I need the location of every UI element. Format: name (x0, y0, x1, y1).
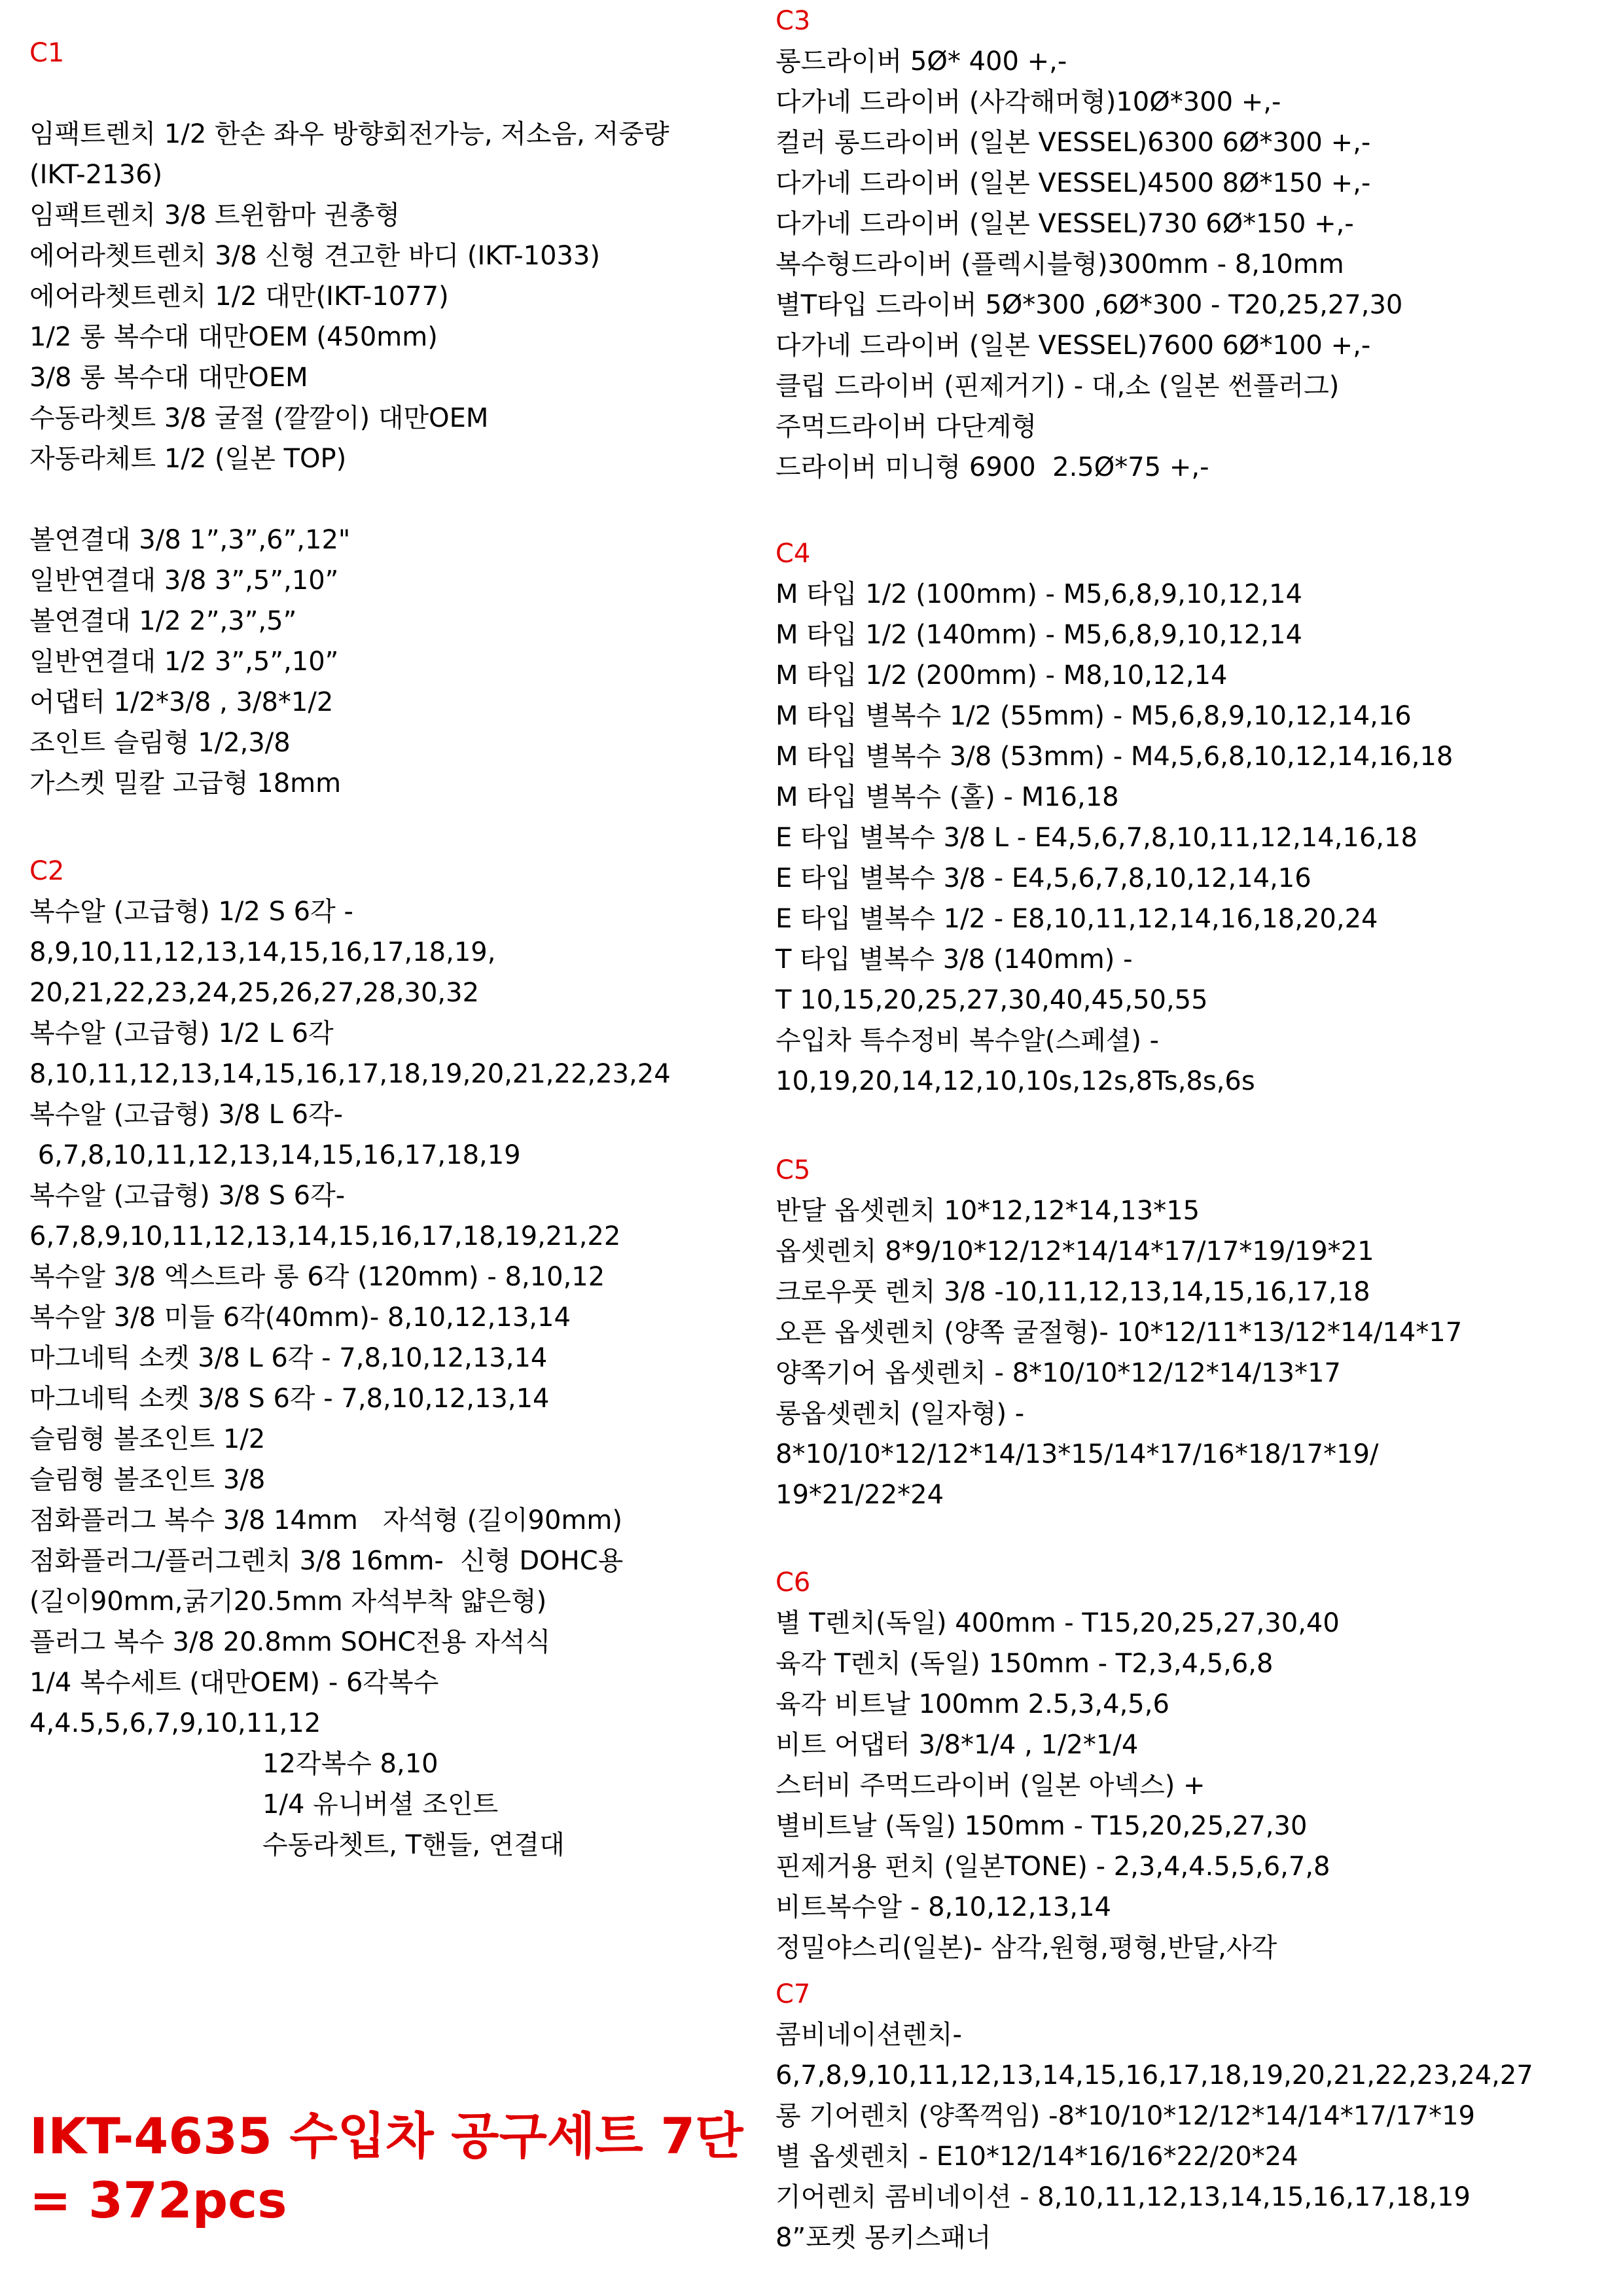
item-line: (IKT-2136) (29, 160, 163, 190)
item-line: M 타입 별복수 3/8 (53mm) - M4,5,6,8,10,12,14,16,18 (776, 742, 1454, 772)
item-line: 복수알 (고급형) 3/8 S 6각- (29, 1181, 346, 1211)
item-line: 20,21,22,23,24,25,26,27,28,30,32 (29, 978, 480, 1008)
item-line: 수입차 특수정비 복수알(스페셜) - (776, 1026, 1160, 1056)
item-line: 오픈 옵셋렌치 (양쪽 굴절형)- 10*12/11*13/12*14/14*17 (776, 1318, 1463, 1348)
item-line: 1/4 유니버셜 조인트 (29, 1789, 499, 1820)
item-line: 6,7,8,10,11,12,13,14,15,16,17,18,19 (29, 1140, 521, 1170)
section-heading: C3 (776, 6, 811, 36)
item-line: 8*10/10*12/12*14/13*15/14*17/16*18/17*19/ (776, 1439, 1379, 1469)
item-line: T 타입 별복수 3/8 (140mm) - (776, 944, 1133, 975)
set-title-line-2: = 372pcs (29, 2171, 287, 2229)
item-line: 크로우풋 렌치 3/8 -10,11,12,13,14,15,16,17,18 (776, 1277, 1370, 1307)
item-line: 일반연결대 1/2 3”,5”,10” (29, 647, 339, 677)
item-line: 10,19,20,14,12,10,10s,12s,8Ts,8s,6s (776, 1066, 1255, 1096)
item-line: 12각복수 8,10 (29, 1749, 438, 1779)
section-heading: C2 (29, 856, 65, 886)
item-line: 볼연결대 1/2 2”,3”,5” (29, 606, 297, 636)
item-line: 육각 T렌치 (독일) 150mm - T2,3,4,5,6,8 (776, 1649, 1274, 1679)
item-line: 복수알 (고급형) 1/2 S 6각 - (29, 897, 353, 927)
item-line: 슬림형 볼조인트 3/8 (29, 1465, 266, 1495)
section-heading: C5 (776, 1155, 811, 1185)
item-line: 가스켓 밀칼 고급형 18mm (29, 768, 342, 798)
item-line: 별 T렌치(독일) 400mm - T15,20,25,27,30,40 (776, 1608, 1340, 1638)
item-line: 별T타입 드라이버 5Ø*300 ,6Ø*300 - T20,25,27,30 (776, 290, 1403, 320)
item-line: M 타입 별복수 (홀) - M16,18 (776, 782, 1119, 812)
item-line: 복수알 3/8 미들 6각(40mm)- 8,10,12,13,14 (29, 1302, 571, 1333)
item-line: M 타입 1/2 (100mm) - M5,6,8,9,10,12,14 (776, 579, 1302, 609)
item-line: 복수형드라이버 (플렉시블형)300mm - 8,10mm (776, 249, 1344, 279)
item-line: 4,4.5,5,6,7,9,10,11,12 (29, 1708, 321, 1738)
item-line: 비트복수알 - 8,10,12,13,14 (776, 1892, 1111, 1922)
item-line: E 타입 별복수 3/8 - E4,5,6,7,8,10,12,14,16 (776, 863, 1311, 893)
item-line: 별비트날 (독일) 150mm - T15,20,25,27,30 (776, 1811, 1308, 1841)
item-line: 8”포켓 몽키스패너 (776, 2223, 991, 2253)
item-line: 콤비네이션렌치- (776, 2020, 962, 2050)
item-line: 복수알 3/8 엑스트라 롱 6각 (120mm) - 8,10,12 (29, 1262, 605, 1292)
item-line: 조인트 슬림형 1/2,3/8 (29, 728, 291, 758)
item-line: 어댑터 1/2*3/8 , 3/8*1/2 (29, 687, 334, 717)
item-line: 정밀야스리(일본)- 삼각,원형,평형,반달,사각 (776, 1933, 1277, 1963)
item-line: 별 옵셋렌치 - E10*12/14*16/16*22/20*24 (776, 2142, 1298, 2172)
item-line: 다가네 드라이버 (일본 VESSEL)7600 6Ø*100 +,- (776, 331, 1371, 361)
item-line: 에어라쳇트렌치 3/8 신형 견고한 바디 (IKT-1033) (29, 241, 601, 271)
item-line: 슬림형 볼조인트 1/2 (29, 1424, 266, 1454)
section-heading: C4 (776, 539, 811, 569)
item-line: 마그네틱 소켓 3/8 S 6각 - 7,8,10,12,13,14 (29, 1384, 550, 1414)
item-line: 복수알 (고급형) 1/2 L 6각 (29, 1018, 334, 1049)
item-line: 복수알 (고급형) 3/8 L 6각- (29, 1100, 344, 1130)
item-line: 마그네틱 소켓 3/8 L 6각 - 7,8,10,12,13,14 (29, 1343, 548, 1373)
item-line: 컬러 롱드라이버 (일본 VESSEL)6300 6Ø*300 +,- (776, 128, 1371, 158)
item-line: M 타입 1/2 (200mm) - M8,10,12,14 (776, 660, 1228, 691)
section-heading: C7 (776, 1979, 811, 2009)
item-line: 다가네 드라이버 (일본 VESSEL)730 6Ø*150 +,- (776, 209, 1354, 239)
item-line: 자동라체트 1/2 (일본 TOP) (29, 444, 347, 474)
item-line: 임팩트렌치 3/8 트윈함마 권총형 (29, 200, 401, 230)
item-line: 수동라쳇트, T핸들, 연결대 (29, 1830, 565, 1860)
item-line: 플러그 복수 3/8 20.8mm SOHC전용 자석식 (29, 1627, 551, 1657)
item-line: 롱옵셋렌치 (일자형) - (776, 1399, 1025, 1429)
section-heading: C1 (29, 38, 65, 68)
item-line: 드라이버 미니형 6900 2.5Ø*75 +,- (776, 452, 1209, 482)
item-line: 주먹드라이버 다단계형 (776, 412, 1037, 442)
item-line: 6,7,8,9,10,11,12,13,14,15,16,17,18,19,21,22 (29, 1221, 621, 1251)
item-line: 스터비 주먹드라이버 (일본 아넥스) + (776, 1770, 1205, 1801)
item-line: 롱 기어렌치 (양쪽꺽임) -8*10/10*12/12*14/14*17/17*19 (776, 2101, 1475, 2131)
item-line: E 타입 별복수 1/2 - E8,10,11,12,14,16,18,20,24 (776, 904, 1378, 934)
item-line: 1/2 롱 복수대 대만OEM (450mm) (29, 322, 438, 352)
section-heading: C6 (776, 1568, 811, 1598)
item-line: 핀제거용 펀치 (일본TONE) - 2,3,4,4.5,5,6,7,8 (776, 1852, 1330, 1882)
item-line: 육각 비트날 100mm 2.5,3,4,5,6 (776, 1689, 1169, 1719)
item-line: 양쪽기어 옵셋렌치 - 8*10/10*12/12*14/13*17 (776, 1358, 1341, 1388)
item-line: M 타입 별복수 1/2 (55mm) - M5,6,8,9,10,12,14,16 (776, 701, 1412, 731)
item-line: 일반연결대 3/8 3”,5”,10” (29, 565, 339, 596)
item-line: 반달 옵셋렌치 10*12,12*14,13*15 (776, 1196, 1200, 1226)
item-line: 에어라쳇트렌치 1/2 대만(IKT-1077) (29, 281, 449, 312)
item-line: 3/8 롱 복수대 대만OEM (29, 363, 308, 393)
item-line: 다가네 드라이버 (사각해머형)10Ø*300 +,- (776, 87, 1281, 117)
item-line: 롱드라이버 5Ø* 400 +,- (776, 46, 1067, 77)
set-title-line-1: IKT-4635 수입차 공구세트 7단 (29, 2107, 743, 2165)
item-line: 8,10,11,12,13,14,15,16,17,18,19,20,21,22,23,24 (29, 1059, 671, 1089)
item-line: 임팩트렌치 1/2 한손 좌우 방향회전가능, 저소음, 저중량 (29, 119, 669, 149)
item-line: 클립 드라이버 (핀제거기) - 대,소 (일본 썬플러그) (776, 371, 1340, 401)
item-line: T 10,15,20,25,27,30,40,45,50,55 (776, 985, 1208, 1015)
item-line: 6,7,8,9,10,11,12,13,14,15,16,17,18,19,20,21,22,23,24,27 (776, 2060, 1533, 2090)
item-line: 옵셋렌치 8*9/10*12/12*14/14*17/17*19/19*21 (776, 1236, 1374, 1266)
item-line: 기어렌치 콤비네이션 - 8,10,11,12,13,14,15,16,17,18,19 (776, 2182, 1471, 2212)
item-line: 다가네 드라이버 (일본 VESSEL)4500 8Ø*150 +,- (776, 168, 1371, 198)
item-line: 볼연결대 3/8 1”,3”,6”,12" (29, 525, 351, 555)
item-line: M 타입 1/2 (140mm) - M5,6,8,9,10,12,14 (776, 620, 1302, 650)
item-line: E 타입 별복수 3/8 L - E4,5,6,7,8,10,11,12,14,16,18 (776, 823, 1418, 853)
item-line: 점화플러그 복수 3/8 14mm 자석형 (길이90mm) (29, 1505, 622, 1535)
item-line: 점화플러그/플러그렌치 3/8 16mm- 신형 DOHC용 (29, 1546, 624, 1576)
item-line: 19*21/22*24 (776, 1480, 944, 1510)
item-line: 8,9,10,11,12,13,14,15,16,17,18,19, (29, 937, 496, 967)
item-line: 1/4 복수세트 (대만OEM) - 6각복수 (29, 1668, 439, 1698)
item-line: 비트 어댑터 3/8*1/4 , 1/2*1/4 (776, 1730, 1139, 1760)
item-line: 수동라쳇트 3/8 굴절 (깔깔이) 대만OEM (29, 403, 489, 433)
item-line: (길이90mm,굵기20.5mm 자석부착 얇은형) (29, 1587, 547, 1617)
